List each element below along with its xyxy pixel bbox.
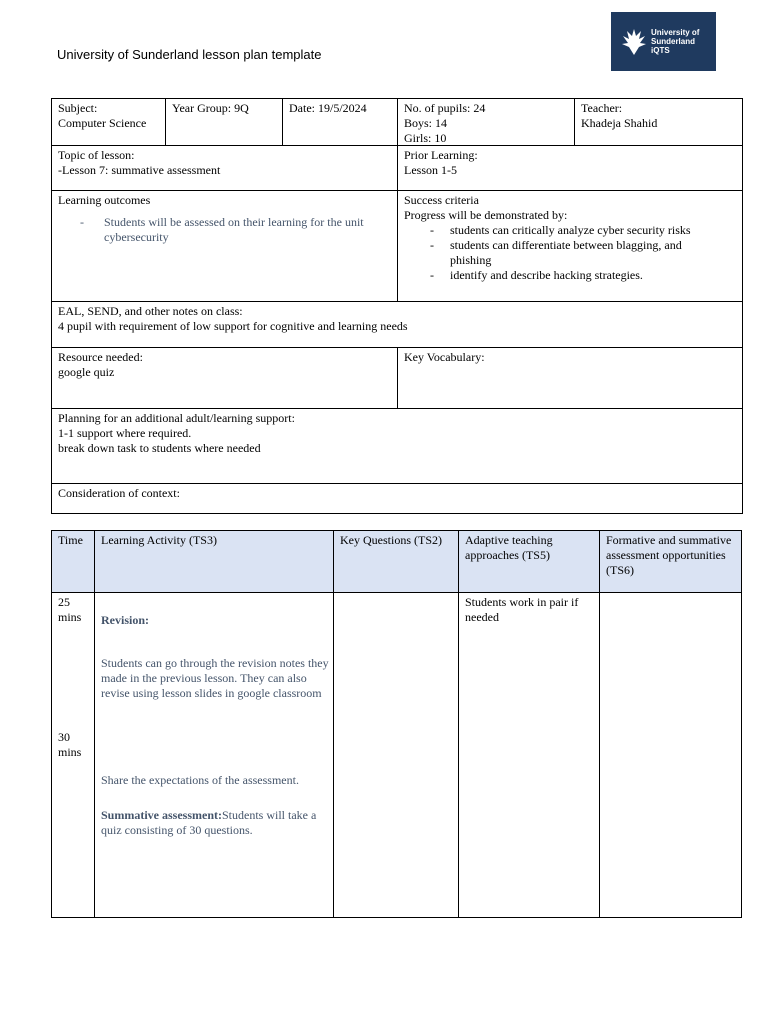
header-key-questions: Key Questions (TS2): [334, 531, 459, 593]
lesson-details-table: [51, 98, 743, 514]
subject-cell: [52, 99, 166, 146]
teacher-label: Teacher:: [581, 101, 623, 115]
year-group-cell: [166, 99, 283, 146]
subject-label: Subject:: [58, 101, 98, 115]
time-2-unit: mins: [58, 745, 82, 759]
summative-assessment-text: [101, 808, 329, 838]
time-cell: [52, 593, 95, 918]
lesson-date: Date: 19/5/2024: [289, 101, 367, 115]
expectations-text: Share the expectations of the assessment.: [101, 773, 299, 787]
learning-outcomes-cell: [52, 191, 398, 302]
success-criteria-item: - students can critically analyze cyber security risks: [404, 223, 726, 238]
teacher-cell: [575, 99, 743, 146]
success-criteria-cell: [398, 191, 743, 302]
assessment-opportunities-cell: [600, 593, 742, 918]
university-logo: [611, 12, 716, 71]
eal-send-value: 4 pupil with requirement of low support for cognitive and learning needs: [58, 319, 408, 333]
topic-cell: [52, 146, 398, 191]
header-learning-activity: Learning Activity (TS3): [95, 531, 334, 593]
boys-count: Boys: 14: [404, 116, 448, 130]
resources-label: Resource needed:: [58, 350, 143, 364]
learning-outcome-item: - Students will be assessed on their learning for the unit cybersecurity: [58, 215, 387, 245]
logo-line-1: University of: [651, 28, 700, 37]
subject-value: Computer Science: [58, 116, 147, 130]
pupils-cell: [398, 99, 575, 146]
key-vocabulary-cell: [398, 348, 743, 409]
time-1-unit: mins: [58, 610, 82, 624]
learning-support-line-2: break down task to students where needed: [58, 441, 261, 455]
revision-heading: Revision:: [101, 613, 149, 627]
topic-label: Topic of lesson:: [58, 148, 135, 162]
learning-activity-cell: [95, 593, 334, 918]
logo-line-3: iQTS: [651, 46, 670, 55]
header-adaptive-teaching: Adaptive teaching approaches (TS5): [459, 531, 600, 593]
teacher-name: Khadeja Shahid: [581, 116, 658, 130]
learning-outcomes-label: Learning outcomes: [58, 193, 151, 207]
document-title: University of Sunderland lesson plan template: [57, 47, 322, 62]
learning-support-label: Planning for an additional adult/learning support:: [58, 411, 295, 425]
context-cell: [52, 484, 743, 514]
success-criteria-item: - identify and describe hacking strategies.: [404, 268, 726, 283]
header-time: Time: [52, 531, 95, 593]
logo-text: [651, 28, 699, 55]
learning-support-line-1: 1-1 support where required.: [58, 426, 192, 440]
learning-outcomes-list: [58, 215, 391, 245]
context-label: Consideration of context:: [58, 486, 180, 500]
eal-send-cell: [52, 302, 743, 348]
header-assessment-opportunities: Formative and summative assessment opportunities (TS6): [600, 531, 742, 593]
revision-text: Students can go through the revision notes they made in the previous lesson. They can also revise using lesson slides in google classroom: [101, 656, 329, 700]
summative-description: Students will take a quiz consisting of 30 questions.: [101, 808, 317, 837]
topic-value: -Lesson 7: summative assessment: [58, 163, 221, 177]
adaptive-teaching-text: Students work in pair if needed: [465, 595, 579, 624]
eal-send-label: EAL, SEND, and other notes on class:: [58, 304, 243, 318]
prior-learning-label: Prior Learning:: [404, 148, 478, 162]
key-vocabulary-label: Key Vocabulary:: [404, 350, 485, 364]
year-group: Year Group: 9Q: [172, 101, 249, 115]
success-criteria-label: Success criteria: [404, 193, 479, 207]
success-criteria-list: [404, 223, 736, 283]
logo-flame-icon: [621, 27, 647, 57]
logo-line-2: Sunderland: [651, 37, 696, 46]
learning-support-cell: [52, 409, 743, 484]
success-criteria-intro: Progress will be demonstrated by:: [404, 208, 568, 222]
resources-cell: [52, 348, 398, 409]
resources-value: google quiz: [58, 365, 115, 379]
time-2-value: 30: [58, 730, 70, 744]
date-cell: [283, 99, 398, 146]
pupil-count: No. of pupils: 24: [404, 101, 486, 115]
time-1-value: 25: [58, 595, 70, 609]
adaptive-teaching-cell: [459, 593, 600, 918]
girls-count: Girls: 10: [404, 131, 447, 145]
key-questions-cell: [334, 593, 459, 918]
prior-learning-cell: [398, 146, 743, 191]
prior-learning-value: Lesson 1-5: [404, 163, 457, 177]
success-criteria-item: - students can differentiate between blagging, and phishing: [404, 238, 726, 268]
activity-table: [51, 530, 742, 918]
summative-heading: Summative assessment:: [101, 808, 222, 822]
